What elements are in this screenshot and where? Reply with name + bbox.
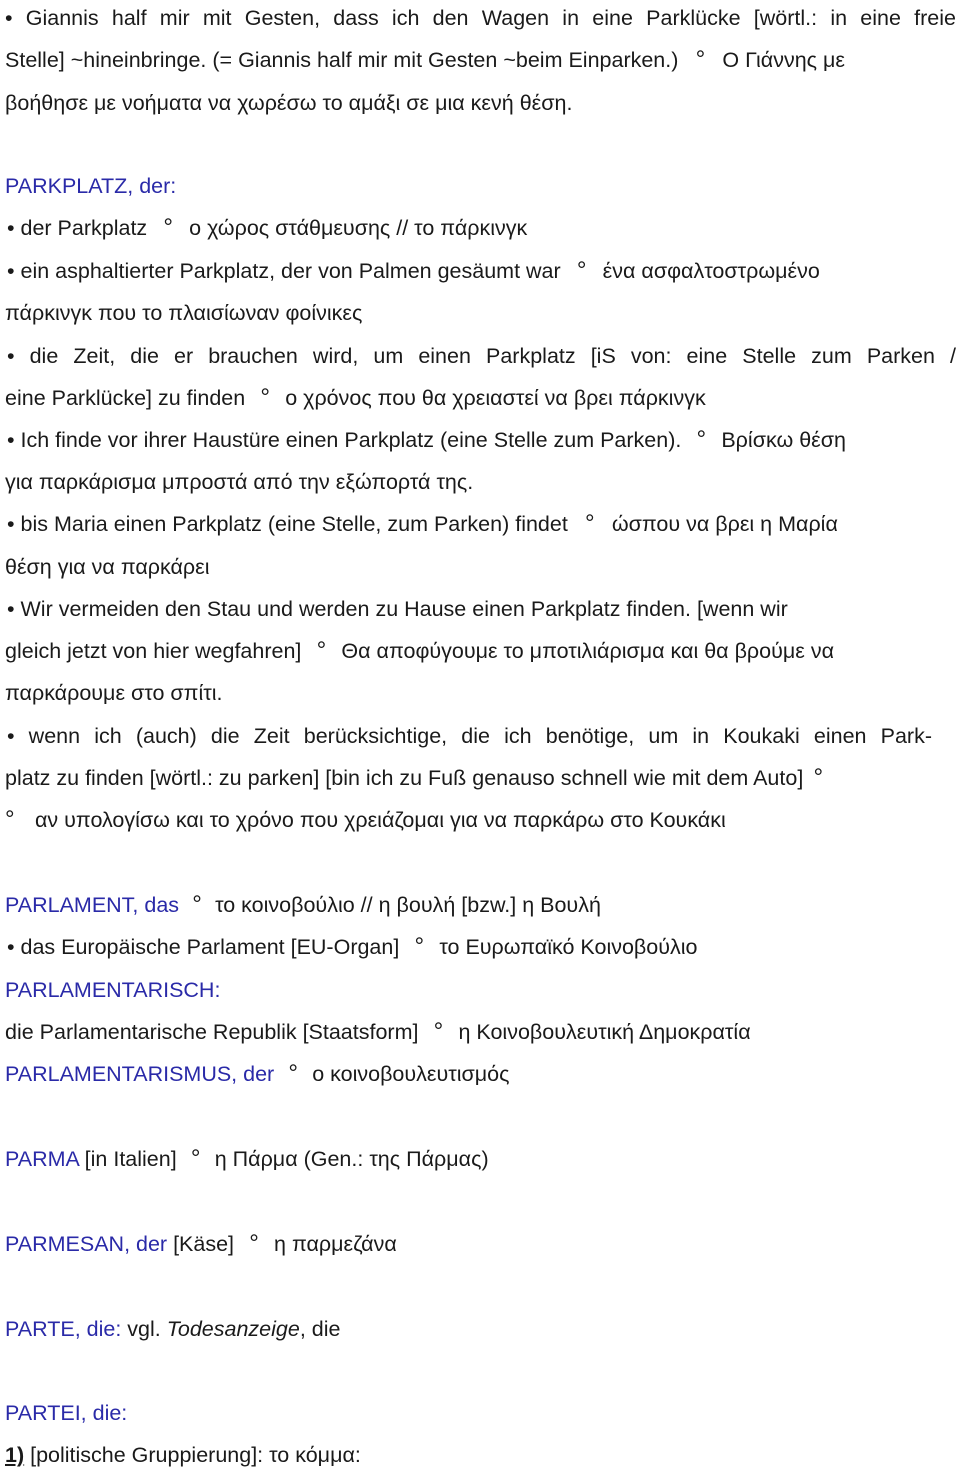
text: Ο Γιάννης με xyxy=(722,48,845,72)
text: • wenn ich (auch) die Zeit berücksichtige, die ich benötige, um in Koukaki einen Park- xyxy=(7,724,932,748)
headword-parmesan: PARMESAN, der xyxy=(5,1232,168,1256)
headword-parkplatz: PARKPLATZ, der: xyxy=(5,174,177,198)
text: , die xyxy=(299,1317,341,1341)
entry-line xyxy=(5,680,956,706)
text: το Ευρωπαϊκό Κοινοβούλιο xyxy=(439,935,698,959)
text: πάρκινγκ που το πλαισίωναν φοίνικες xyxy=(5,301,363,325)
text: • Ich finde vor ihrer Haustüre einen Parkplatz (eine Stelle zum Parken). xyxy=(7,428,682,452)
text: ο χρόνος που θα χρειαστεί να βρει πάρκινγκ xyxy=(285,386,706,410)
text: [Käse] xyxy=(167,1232,235,1256)
entry-line xyxy=(7,596,956,622)
entry-line xyxy=(7,215,956,241)
separator-icon xyxy=(418,1019,458,1045)
separator-icon xyxy=(681,427,721,453)
text: αν υπολογίσω και το χρόνο που χρειάζομαι για να παρκάρω στο Κουκάκι xyxy=(35,808,726,832)
entry-line xyxy=(5,892,956,918)
text: παρκάρουμε στο σπίτι. xyxy=(5,681,223,705)
text: • bis Maria einen Parkplatz (eine Stelle, zum Parken) findet xyxy=(7,512,568,536)
separator-icon xyxy=(301,638,341,664)
text: Βρίσκω θέση xyxy=(721,428,846,452)
entry-line xyxy=(7,258,956,284)
text: Stelle] ~hineinbringe. (= Giannis half mir mit Gesten ~beim Einparken.) xyxy=(5,48,679,72)
headword-parma: PARMA xyxy=(5,1147,79,1171)
cross-reference: Todesanzeige xyxy=(166,1317,300,1341)
text: ο κοινοβουλευτισμός xyxy=(312,1062,510,1086)
separator-icon xyxy=(5,807,21,833)
text: η παρμεζάνα xyxy=(274,1232,397,1256)
entry-line xyxy=(5,765,956,791)
text: [in Italien] xyxy=(78,1147,177,1171)
text: • das Europäische Parlament [EU-Organ] xyxy=(7,935,400,959)
entry-line xyxy=(5,47,956,73)
entry-line xyxy=(5,807,956,833)
entry-line xyxy=(5,638,956,664)
entry-line xyxy=(5,385,956,411)
text: ένα ασφαλτοστρωμένο xyxy=(602,259,820,283)
headword-parte: PARTE, die: xyxy=(5,1317,122,1341)
entry-line xyxy=(7,934,956,960)
text: ο χώρος στάθμευσης // το πάρκινγκ xyxy=(189,216,528,240)
text: eine Parklücke] zu finden xyxy=(5,386,246,410)
entry-line xyxy=(7,723,932,749)
entry-line xyxy=(7,427,956,453)
separator-icon xyxy=(179,892,215,918)
headword-parlament: PARLAMENT, das xyxy=(5,893,180,917)
text: • die Zeit, die er brauchen wird, um einen Parkplatz [iS von: eine Stelle zum Parken / xyxy=(7,344,956,368)
text: η Πάρμα (Gen.: της Πάρμας) xyxy=(214,1147,489,1171)
entry-line xyxy=(5,300,956,326)
separator-icon xyxy=(147,215,189,241)
entry-line xyxy=(5,1019,956,1045)
separator-icon xyxy=(568,511,612,537)
text: θέση για να παρκάρει xyxy=(5,555,210,579)
text: • der Parkplatz xyxy=(7,216,148,240)
separator-icon xyxy=(177,1146,215,1172)
headword-parlamentarisch: PARLAMENTARISCH: xyxy=(5,978,221,1002)
text: Θα αποφύγουμε το μποτιλιάρισμα και θα βρούμε να xyxy=(341,639,835,663)
headword-partei: PARTEI, die: xyxy=(5,1401,128,1425)
text: gleich jetzt von hier wegfahren] xyxy=(5,639,302,663)
entry-line xyxy=(5,90,956,116)
text: [politische Gruppierung]: το κόμμα: xyxy=(24,1443,361,1467)
entry-line xyxy=(5,1146,956,1172)
separator-icon xyxy=(245,385,285,411)
entry-line xyxy=(5,5,956,31)
headword-parlamentarismus: PARLAMENTARISMUS, der xyxy=(5,1062,275,1086)
text: die Parlamentarische Republik [Staatsform] xyxy=(5,1020,419,1044)
entry-line xyxy=(5,1316,956,1342)
text: για παρκάρισμα μπροστά από την εξώπορτά της. xyxy=(5,470,474,494)
text: η Κοινοβουλευτική Δημοκρατία xyxy=(458,1020,751,1044)
separator-icon xyxy=(274,1061,312,1087)
entry-line xyxy=(5,469,956,495)
text: το κοινοβούλιο // η βουλή [bzw.] η Βουλή xyxy=(215,893,601,917)
entry-line xyxy=(5,1061,956,1087)
text: • Wir vermeiden den Stau und werden zu Hause einen Parkplatz finden. [wenn wir xyxy=(7,597,788,621)
sense-number: 1) xyxy=(5,1443,25,1467)
separator-icon xyxy=(678,47,722,73)
text: • Giannis half mir mit Gesten, dass ich den Wagen in eine Parklücke [wörtl.: in eine freie xyxy=(5,6,956,30)
entry-line xyxy=(5,1231,956,1257)
separator-icon xyxy=(234,1231,274,1257)
text: platz zu finden [wörtl.: zu parken] [bin ich zu Fuß genauso schnell wie mit dem Auto] xyxy=(5,766,804,790)
text: • ein asphaltierter Parkplatz, der von Palmen gesäumt war xyxy=(7,259,561,283)
entry-line xyxy=(5,1442,956,1468)
entry-line xyxy=(7,511,956,537)
entry-line xyxy=(5,554,956,580)
text: ώσπου να βρει η Μαρία xyxy=(611,512,838,536)
separator-icon xyxy=(803,765,833,791)
separator-icon xyxy=(561,258,603,284)
entry-line xyxy=(7,343,956,369)
text: vgl. xyxy=(121,1317,167,1341)
text: βοήθησε με νοήματα να χωρέσω το αμάξι σε μια κενή θέση. xyxy=(5,91,573,115)
separator-icon xyxy=(399,934,439,960)
